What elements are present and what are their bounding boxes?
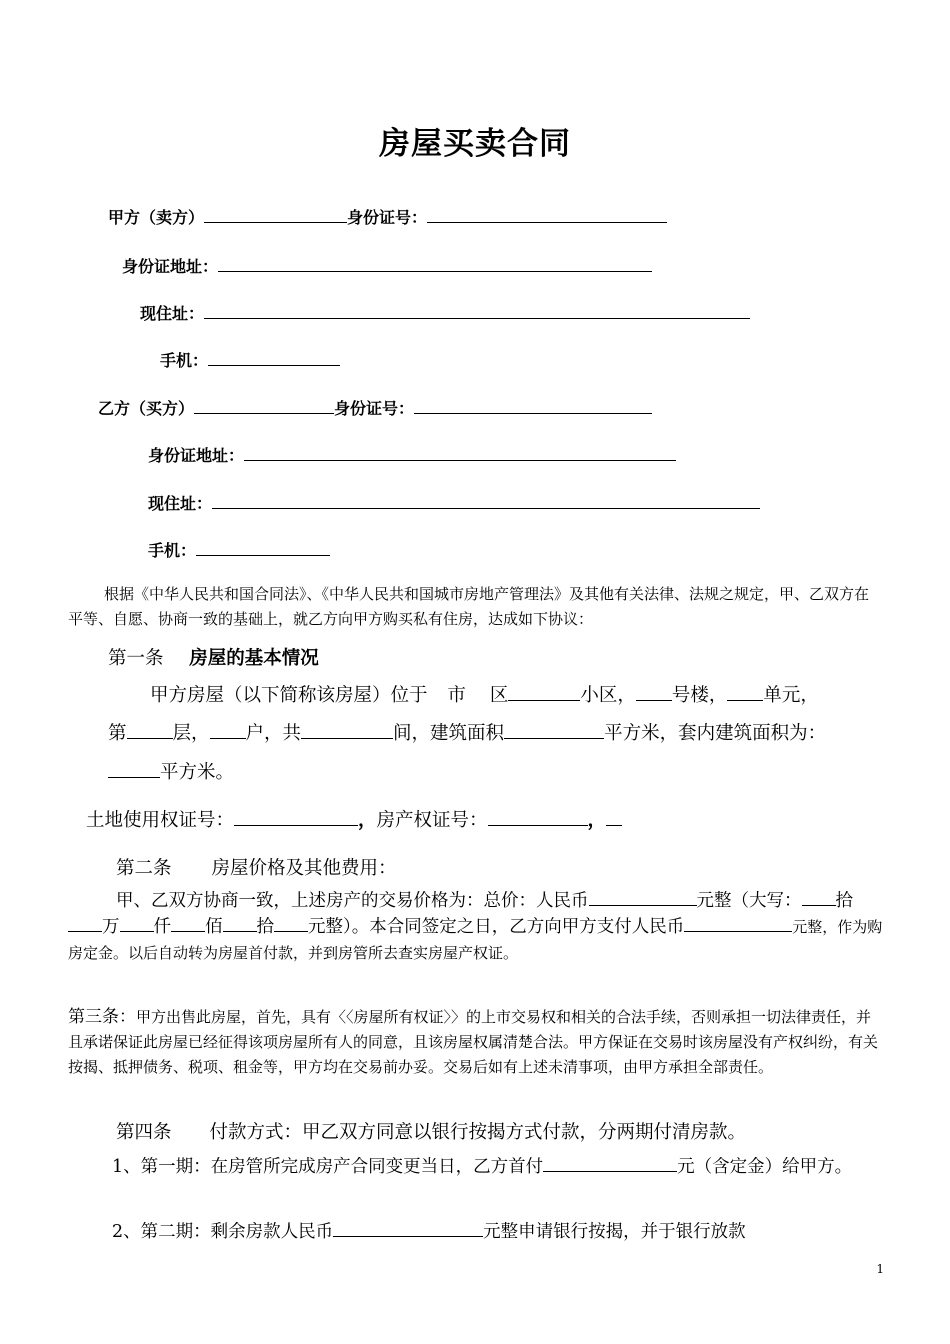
deposit-field[interactable]	[684, 915, 792, 932]
total-price-field[interactable]	[589, 889, 697, 906]
party-a-id-address-label: 身份证地址：	[122, 257, 219, 276]
party-b-id-label: 身份证号：	[334, 399, 415, 418]
article-1-number: 第一条	[108, 648, 164, 669]
building-field[interactable]	[636, 684, 672, 701]
article-2-title: 房屋价格及其他费用：	[211, 858, 397, 879]
article-2-text-shi-2: 拾	[256, 917, 274, 937]
property-cert-field[interactable]	[488, 809, 588, 826]
party-b-phone-field[interactable]	[196, 541, 330, 556]
article-2-text-price: 甲、乙双方协商一致，上述房产的交易价格为：总价：人民币	[116, 891, 589, 911]
land-cert-label: 土地使用权证号：	[86, 810, 235, 831]
article-2-number: 第二条	[116, 858, 172, 879]
certificate-row	[86, 806, 622, 832]
area-field[interactable]	[504, 722, 604, 739]
party-a-id-field[interactable]	[427, 208, 667, 223]
article-1-text-floor-prefix: 第	[108, 723, 127, 744]
article-2-text-shi: 拾	[835, 891, 853, 911]
party-b-id-address-field[interactable]	[244, 446, 676, 461]
preamble-paragraph: 根据《中华人民共和国合同法》、《中华人民共和国城市房地产管理法》及其他有关法律、法规之规定，甲、乙双方在平等、自愿、协商一致的基础上，就乙方向甲方购买私有住房，达成如下协议：	[68, 585, 870, 628]
remaining-payment-field[interactable]	[333, 1220, 483, 1237]
price-bai-field[interactable]	[171, 915, 205, 932]
article-4-payment-1	[68, 1154, 883, 1180]
article-2-text-deposit: 元整）。本合同签定之日，乙方向甲方支付人民币	[308, 917, 685, 937]
article-1-text-location: 甲方房屋（以下简称该房屋）位于	[150, 685, 428, 706]
first-payment-field[interactable]	[543, 1155, 677, 1172]
party-b-name-label: 乙方（买方）	[98, 399, 195, 418]
article-2-text-qian: 仟	[153, 917, 171, 937]
price-qian-field[interactable]	[120, 915, 154, 932]
party-b-phone-row	[148, 538, 330, 561]
article-1-text-city: 市	[447, 685, 466, 706]
party-a-phone-row	[160, 348, 340, 371]
article-1-text-community: 小区，	[580, 685, 636, 706]
article-1-title: 房屋的基本情况	[189, 648, 319, 669]
party-a-current-address-label: 现住址：	[140, 304, 205, 323]
rooms-field[interactable]	[301, 722, 393, 739]
party-a-current-address-row	[140, 301, 750, 324]
payment-1-suffix: 元（含定金）给甲方。	[677, 1157, 853, 1177]
party-b-id-field[interactable]	[414, 399, 652, 414]
article-3-text: 甲方出售此房屋，首先，具有〈〈房屋所有权证〉〉的上市交易权和相关的合法手续，否则承担一切法律责任，并且承诺保证此房屋已经征得该项房屋所有人的同意，且该房屋权属清楚合法。甲方保证在交易时该房屋没有产权纠纷，有关按揭、抵押债务、税项、租金等，甲方均在交易前办妥。交易后如有上述未清事项，由甲方承担全部责任。	[68, 1008, 879, 1076]
party-b-current-address-label: 现住址：	[148, 494, 213, 513]
party-a-current-address-field[interactable]	[204, 304, 750, 319]
party-a-row	[108, 205, 667, 228]
party-b-id-address-label: 身份证地址：	[148, 446, 245, 465]
article-4-heading	[116, 1118, 746, 1144]
article-1-line-1	[150, 681, 819, 707]
party-a-phone-field[interactable]	[208, 351, 340, 366]
party-a-name-field[interactable]	[204, 208, 347, 223]
unit-field[interactable]	[727, 684, 763, 701]
article-2-text-uppercase: 元整（大写：	[696, 891, 802, 911]
payment-1-text: 1、第一期：在房管所完成房产合同变更当日，乙方首付	[112, 1157, 544, 1177]
price-wan-field[interactable]	[68, 915, 102, 932]
article-2-text-wan: 万	[102, 917, 120, 937]
land-cert-field[interactable]	[234, 809, 358, 826]
article-1-line-3	[108, 758, 234, 784]
article-1-text-building: 号楼，	[671, 685, 728, 706]
article-4-title: 付款方式：甲乙双方同意以银行按揭方式付款，分两期付清房款。	[209, 1122, 747, 1143]
payment-2-text: 2、第二期：剩余房款人民币	[112, 1222, 334, 1242]
article-3-number: 第三条：	[68, 1007, 136, 1027]
inner-area-field[interactable]	[108, 761, 160, 778]
party-b-phone-label: 手机：	[148, 541, 197, 560]
property-cert-trailing-line	[606, 809, 622, 826]
article-1-text-area: 间，建筑面积	[393, 723, 505, 744]
article-1-line-2	[108, 719, 826, 745]
party-b-current-address-field[interactable]	[212, 494, 760, 509]
article-1-text-sqm: 平方米。	[160, 762, 235, 783]
page-number: 1	[876, 1262, 884, 1276]
article-3-body	[68, 1005, 883, 1080]
article-2-text-bai: 佰	[205, 917, 223, 937]
household-field[interactable]	[210, 722, 246, 739]
party-b-name-field[interactable]	[194, 399, 334, 414]
article-4-number: 第四条	[116, 1122, 172, 1143]
party-a-name-label: 甲方（卖方）	[108, 208, 205, 227]
article-1-text-rooms-prefix: 户，共	[245, 723, 302, 744]
article-2-text-remainder: 元整，作为购房定金。以后自动转为房屋首付款，并到房管所去查实房屋产权证。	[68, 918, 883, 962]
party-a-id-address-field[interactable]	[218, 257, 652, 272]
payment-2-suffix: 元整申请银行按揭，并于银行放款	[483, 1222, 746, 1242]
article-2-heading	[116, 854, 397, 880]
article-1-text-floor: 层，	[172, 723, 210, 744]
article-2-body	[68, 888, 883, 966]
party-a-phone-label: 手机：	[160, 351, 209, 370]
party-b-id-address-row	[148, 443, 676, 466]
party-b-current-address-row	[148, 491, 760, 514]
party-a-id-address-row	[122, 254, 652, 277]
article-4-payment-2	[112, 1218, 746, 1243]
party-b-row	[98, 396, 652, 419]
price-shi-field[interactable]	[223, 915, 257, 932]
party-a-id-label: 身份证号：	[347, 208, 428, 227]
community-field[interactable]	[508, 684, 580, 701]
floor-field[interactable]	[127, 722, 173, 739]
article-1-text-inner-area: 平方米，套内建筑面积为：	[604, 723, 827, 744]
article-1-text-district: 区	[489, 685, 509, 706]
page-title: 房屋买卖合同	[379, 126, 571, 162]
article-1-text-unit: 单元，	[763, 685, 819, 706]
price-yuan-field[interactable]	[274, 915, 308, 932]
land-cert-comma: ，	[358, 810, 377, 831]
property-cert-label: 房产权证号：	[376, 810, 488, 831]
article-1-heading	[108, 644, 319, 670]
property-cert-comma: ，	[587, 810, 607, 831]
price-shi-wan-field[interactable]	[802, 889, 836, 906]
